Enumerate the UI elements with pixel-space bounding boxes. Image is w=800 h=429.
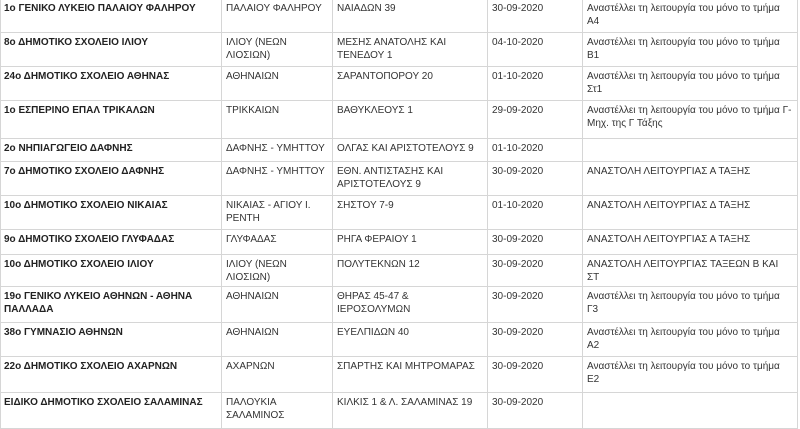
date-cell: 29-09-2020: [488, 101, 583, 139]
note-cell: Αναστέλλει τη λειτουργία του μόνο το τμήμα Στ1: [583, 67, 798, 101]
note-cell: ΑΝΑΣΤΟΛΗ ΛΕΙΤΟΥΡΓΙΑΣ Α ΤΑΞΗΣ: [583, 162, 798, 196]
area-cell: ΑΧΑΡΝΩΝ: [222, 357, 333, 393]
date-cell: 30-09-2020: [488, 357, 583, 393]
address-cell: ΜΕΣΗΣ ΑΝΑΤΟΛΗΣ ΚΑΙ ΤΕΝΕΔΟΥ 1: [333, 33, 488, 67]
school-name-cell: 22ο ΔΗΜΟΤΙΚΟ ΣΧΟΛΕΙΟ ΑΧΑΡΝΩΝ: [1, 357, 222, 393]
area-cell: ΑΘΗΝΑΙΩΝ: [222, 67, 333, 101]
school-name-cell: ΕΙΔΙΚΟ ΔΗΜΟΤΙΚΟ ΣΧΟΛΕΙΟ ΣΑΛΑΜΙΝΑΣ: [1, 393, 222, 429]
address-cell: ΕΘΝ. ΑΝΤΙΣΤΑΣΗΣ ΚΑΙ ΑΡΙΣΤΟΤΕΛΟΥΣ 9: [333, 162, 488, 196]
school-name-cell: 24ο ΔΗΜΟΤΙΚΟ ΣΧΟΛΕΙΟ ΑΘΗΝΑΣ: [1, 67, 222, 101]
note-cell: Αναστέλλει τη λειτουργία του μόνο το τμήμα Α2: [583, 323, 798, 357]
school-name-cell: 10ο ΔΗΜΟΤΙΚΟ ΣΧΟΛΕΙΟ ΙΛΙΟΥ: [1, 255, 222, 287]
note-cell: ΑΝΑΣΤΟΛΗ ΛΕΙΤΟΥΡΓΙΑΣ Α ΤΑΞΗΣ: [583, 230, 798, 255]
table-row: [1, 0, 798, 33]
area-cell: ΑΘΗΝΑΙΩΝ: [222, 323, 333, 357]
address-cell: ΘΗΡΑΣ 45-47 & ΙΕΡΟΣΟΛΥΜΩΝ: [333, 287, 488, 323]
address-cell: ΠΟΛΥΤΕΚΝΩΝ 12: [333, 255, 488, 287]
address-cell: ΚΙΛΚΙΣ 1 & Λ. ΣΑΛΑΜΙΝΑΣ 19: [333, 393, 488, 429]
school-name-cell: 1ο ΕΣΠΕΡΙΝΟ ΕΠΑΛ ΤΡΙΚΑΛΩΝ: [1, 101, 222, 139]
school-name-cell: 7ο ΔΗΜΟΤΙΚΟ ΣΧΟΛΕΙΟ ΔΑΦΝΗΣ: [1, 162, 222, 196]
date-cell: 01-10-2020: [488, 139, 583, 162]
date-cell: 30-09-2020: [488, 393, 583, 429]
address-cell: ΣΑΡΑΝΤΟΠΟΡΟΥ 20: [333, 67, 488, 101]
area-cell: ΔΑΦΝΗΣ - ΥΜΗΤΤΟΥ: [222, 139, 333, 162]
school-name-cell: 19ο ΓΕΝΙΚΟ ΛΥΚΕΙΟ ΑΘΗΝΩΝ - ΑΘΗΝΑ ΠΑΛΛΑΔΑ: [1, 287, 222, 323]
table-row: [1, 162, 798, 196]
address-cell: ΣΗΣΤΟΥ 7-9: [333, 196, 488, 230]
address-cell: ΒΑΘΥΚΛΕΟΥΣ 1: [333, 101, 488, 139]
table-row: [1, 255, 798, 287]
table-row: [1, 287, 798, 323]
area-cell: ΔΑΦΝΗΣ - ΥΜΗΤΤΟΥ: [222, 162, 333, 196]
date-cell: 04-10-2020: [488, 33, 583, 67]
area-cell: ΠΑΛΟΥΚΙΑ ΣΑΛΑΜΙΝΟΣ: [222, 393, 333, 429]
note-cell: Αναστέλλει τη λειτουργία του μόνο το τμήμα Γ3: [583, 287, 798, 323]
date-cell: 30-09-2020: [488, 0, 583, 33]
date-cell: 01-10-2020: [488, 196, 583, 230]
address-cell: ΟΛΓΑΣ ΚΑΙ ΑΡΙΣΤΟΤΕΛΟΥΣ 9: [333, 139, 488, 162]
note-cell: [583, 139, 798, 162]
note-cell: [583, 393, 798, 429]
address-cell: ΡΗΓΑ ΦΕΡΑΙΟΥ 1: [333, 230, 488, 255]
area-cell: ΠΑΛΑΙΟΥ ΦΑΛΗΡΟΥ: [222, 0, 333, 33]
school-name-cell: 1ο ΓΕΝΙΚΟ ΛΥΚΕΙΟ ΠΑΛΑΙΟΥ ΦΑΛΗΡΟΥ: [1, 0, 222, 33]
area-cell: ΝΙΚΑΙΑΣ - ΑΓΙΟΥ Ι. ΡΕΝΤΗ: [222, 196, 333, 230]
area-cell: ΤΡΙΚΚΑΙΩΝ: [222, 101, 333, 139]
date-cell: 30-09-2020: [488, 230, 583, 255]
note-cell: Αναστέλλει τη λειτουργία του μόνο το τμήμα Ε2: [583, 357, 798, 393]
area-cell: ΑΘΗΝΑΙΩΝ: [222, 287, 333, 323]
address-cell: ΕΥΕΛΠΙΔΩΝ 40: [333, 323, 488, 357]
school-name-cell: 2ο ΝΗΠΙΑΓΩΓΕΙΟ ΔΑΦΝΗΣ: [1, 139, 222, 162]
note-cell: Αναστέλλει τη λειτουργία του μόνο το τμήμα Β1: [583, 33, 798, 67]
table-row: [1, 357, 798, 393]
note-cell: ΑΝΑΣΤΟΛΗ ΛΕΙΤΟΥΡΓΙΑΣ ΤΑΞΕΩΝ Β ΚΑΙ ΣΤ: [583, 255, 798, 287]
date-cell: 30-09-2020: [488, 323, 583, 357]
date-cell: 30-09-2020: [488, 162, 583, 196]
table-row: [1, 393, 798, 429]
table-row: [1, 323, 798, 357]
table-row: [1, 33, 798, 67]
area-cell: ΓΛΥΦΑΔΑΣ: [222, 230, 333, 255]
table-row: [1, 101, 798, 139]
note-cell: Αναστέλλει τη λειτουργία του μόνο το τμήμα Α4: [583, 0, 798, 33]
address-cell: ΣΠΑΡΤΗΣ ΚΑΙ ΜΗΤΡΟΜΑΡΑΣ: [333, 357, 488, 393]
school-name-cell: 38ο ΓΥΜΝΑΣΙΟ ΑΘΗΝΩΝ: [1, 323, 222, 357]
school-name-cell: 10ο ΔΗΜΟΤΙΚΟ ΣΧΟΛΕΙΟ ΝΙΚΑΙΑΣ: [1, 196, 222, 230]
date-cell: 30-09-2020: [488, 287, 583, 323]
date-cell: 30-09-2020: [488, 255, 583, 287]
school-name-cell: 9ο ΔΗΜΟΤΙΚΟ ΣΧΟΛΕΙΟ ΓΛΥΦΑΔΑΣ: [1, 230, 222, 255]
address-cell: ΝΑΙΑΔΩΝ 39: [333, 0, 488, 33]
date-cell: 01-10-2020: [488, 67, 583, 101]
area-cell: ΙΛΙΟΥ (ΝΕΩΝ ΛΙΟΣΙΩΝ): [222, 255, 333, 287]
table-row: [1, 67, 798, 101]
area-cell: ΙΛΙΟΥ (ΝΕΩΝ ΛΙΟΣΙΩΝ): [222, 33, 333, 67]
note-cell: Αναστέλλει τη λειτουργία του μόνο το τμήμα Γ-Μηχ. της Γ Τάξης: [583, 101, 798, 139]
school-name-cell: 8ο ΔΗΜΟΤΙΚΟ ΣΧΟΛΕΙΟ ΙΛΙΟΥ: [1, 33, 222, 67]
table-row: [1, 230, 798, 255]
table-row: [1, 139, 798, 162]
table-row: [1, 196, 798, 230]
note-cell: ΑΝΑΣΤΟΛΗ ΛΕΙΤΟΥΡΓΙΑΣ Δ ΤΑΞΗΣ: [583, 196, 798, 230]
